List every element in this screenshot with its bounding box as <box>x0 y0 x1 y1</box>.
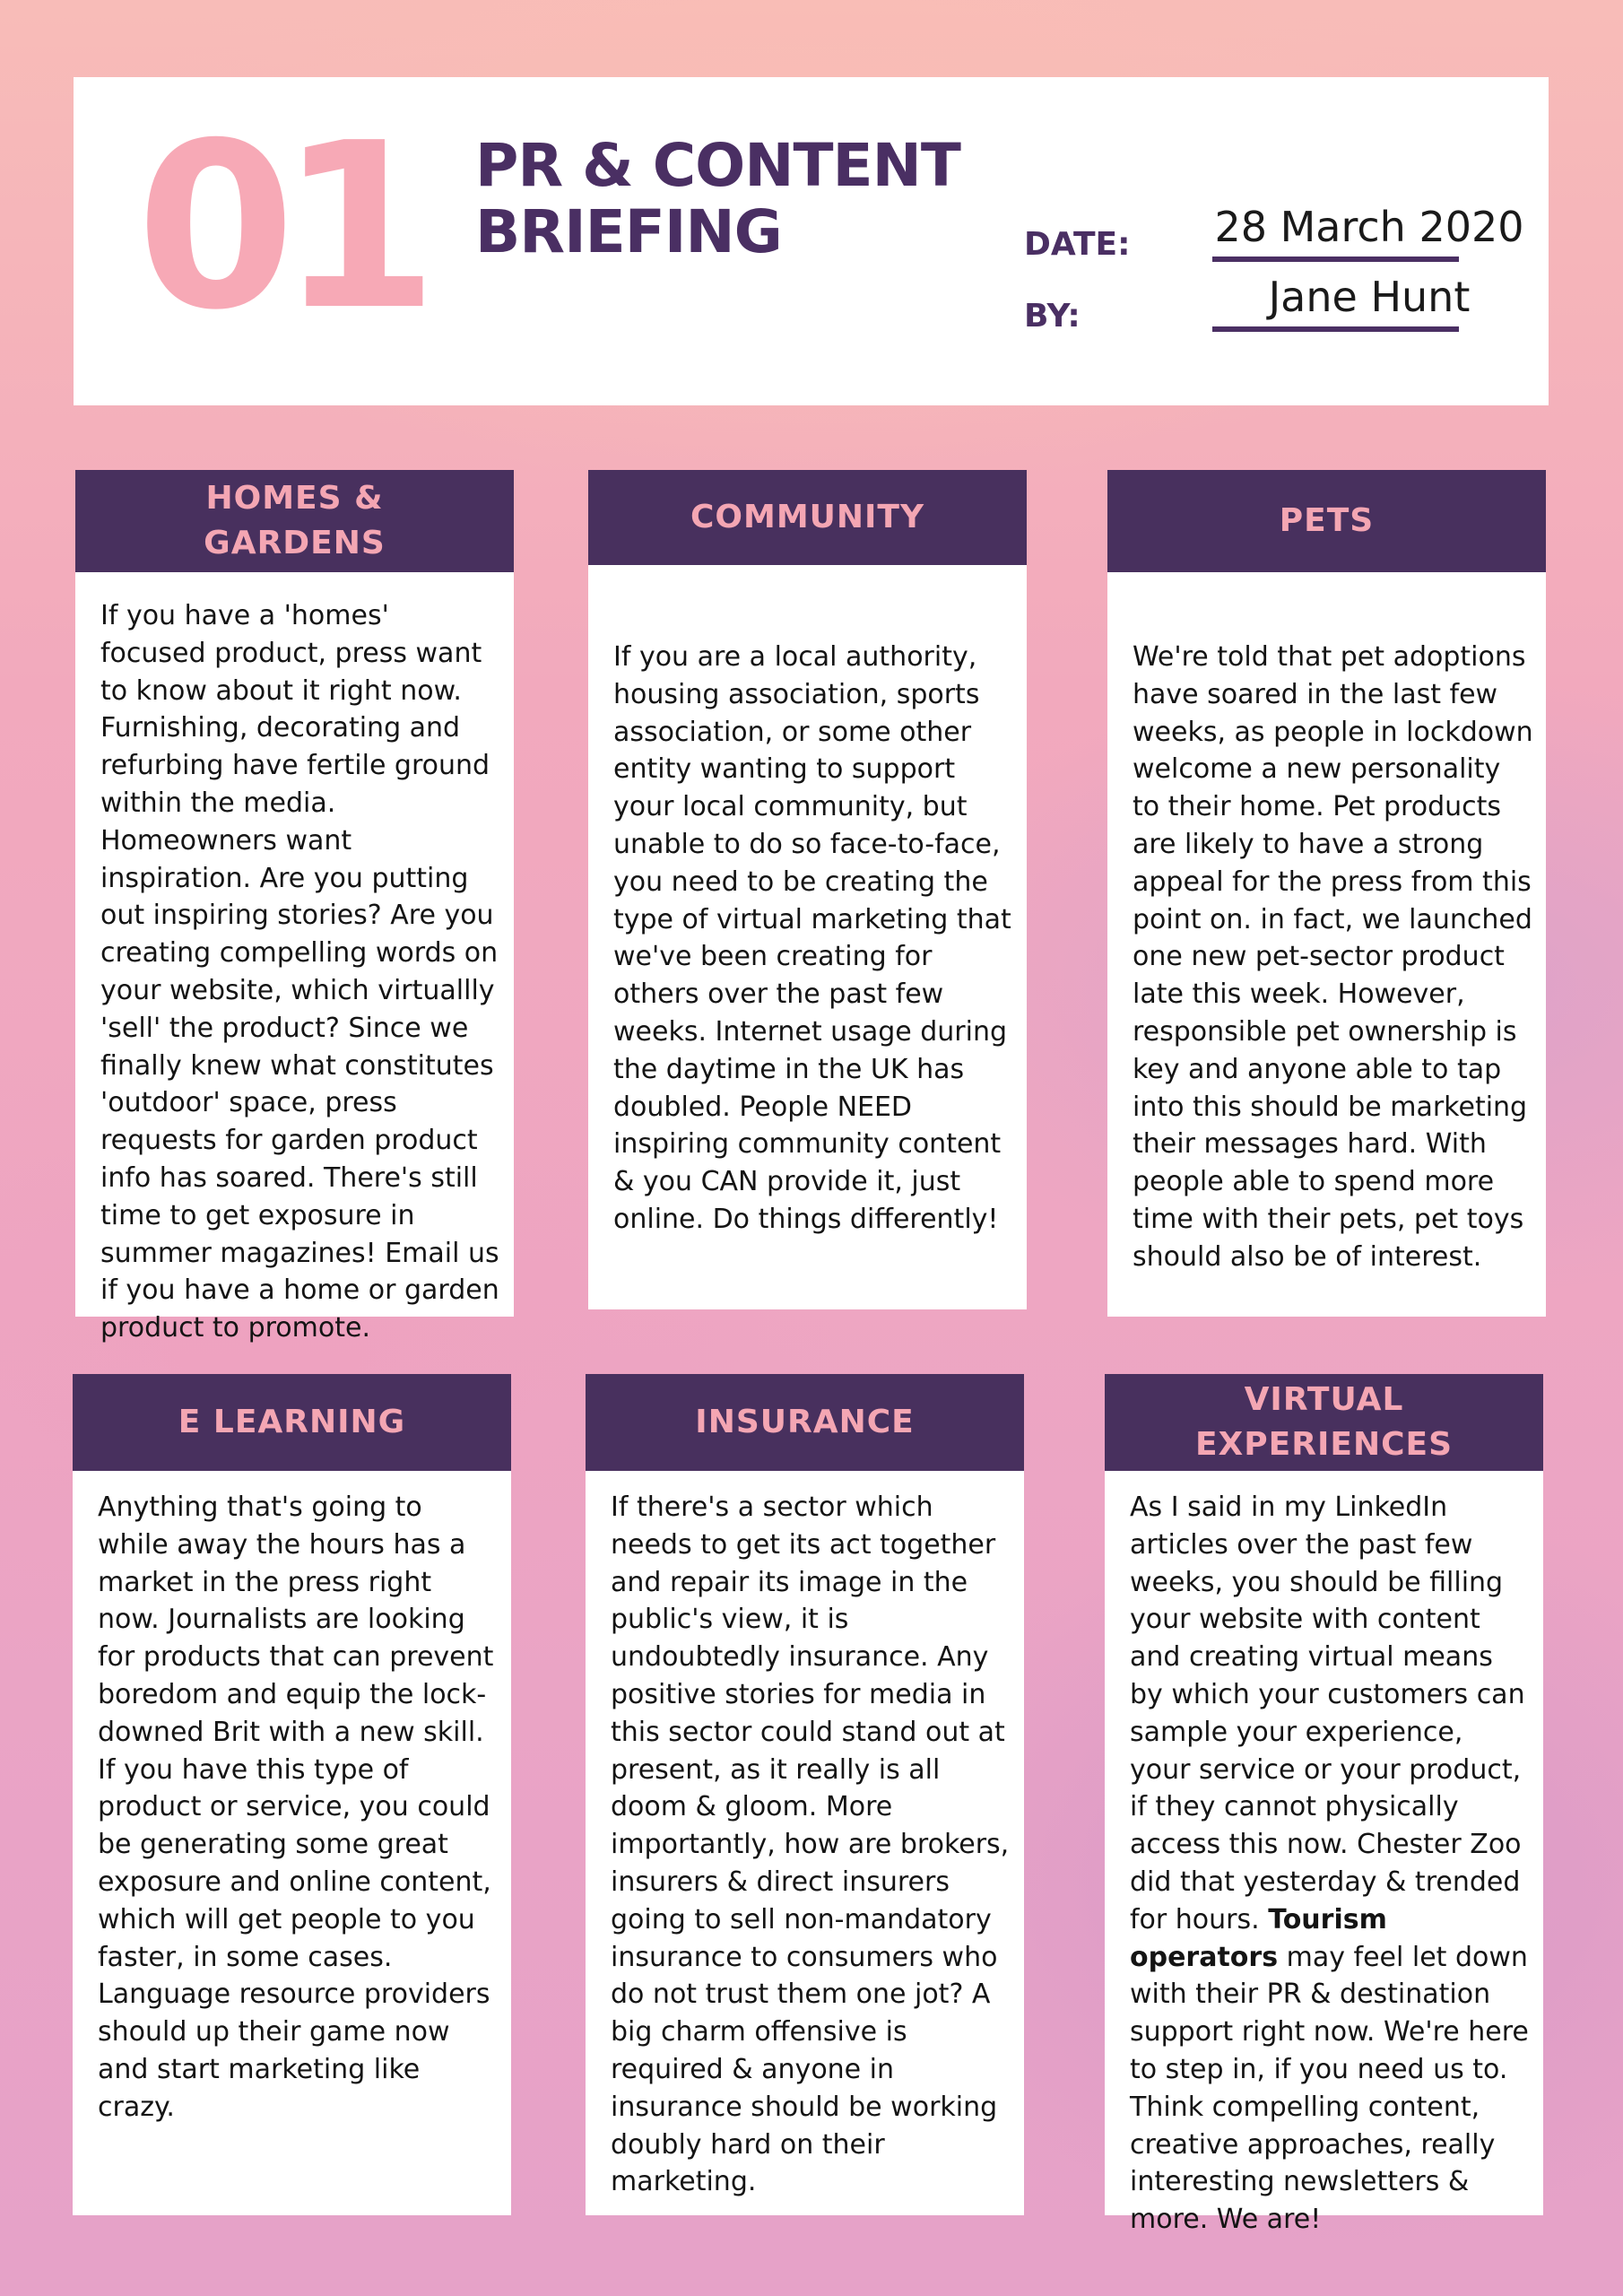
card-header <box>73 1374 511 1471</box>
date-underline <box>1212 257 1459 262</box>
card-pets <box>1107 470 1546 1317</box>
card-title: PETS <box>1279 502 1375 539</box>
card-body: We're told that pet adoptions have soared in the last few weeks, as people in lockdown welcome a new personality to their home. Pet products are likely to have a strong appeal for the press from this point on. in fact, we launched one new pet-sector product late this week. However, responsible pet ownership is key and anyone able to tap into this should be marketing their messages hard. With people able to spend more time with their pets, pet toys should also be of interest. <box>1133 641 1533 1273</box>
card-e-learning <box>73 1374 511 2215</box>
card-body: If there's a sector which needs to get its act together and repair its image in the public's view, it is undoubtedly insurance. Any positive stories for media in this sector could stand out at present, as it really is all doom & gloom. More importantly, how are brokers, insurers & direct insurers going to sell non-mandatory insurance to consumers who do not trust them one jot? A big charm offensive is required & anyone in insurance should be working doubly hard on their marketing. <box>611 1492 1010 2198</box>
card-header <box>586 1374 1024 1471</box>
by-underline <box>1212 326 1459 332</box>
card-title: HOMES & GARDENS <box>204 480 386 561</box>
card-body-text: may feel let down with their PR & destination support right now. We're here to step in, if you need us to. Think compelling content, creative approaches, really interesting newsletters & more. We are! <box>1130 1941 1529 2236</box>
date-label: DATE: <box>1024 226 1131 263</box>
card-insurance <box>586 1374 1024 2215</box>
card-virtual-experiences <box>1105 1374 1543 2236</box>
card-body: Anything that's going to while away the hours has a market in the press right now. Journalists are looking for products that can prevent boredom and equip the lock-downed Brit with a new skill. If you have this type of product or service, you could be generating some great exposure and online content, which will get people to you faster, in some cases. Language resource providers should up their game now and start marketing like crazy. <box>98 1492 494 2123</box>
header-card <box>74 77 1549 405</box>
date-value: 28 March 2020 <box>1214 203 1524 251</box>
issue-number: 01 <box>136 94 422 361</box>
page-title <box>475 133 977 265</box>
card-title: VIRTUAL EXPERIENCES <box>1194 1381 1454 1463</box>
card-header <box>588 470 1027 565</box>
card-header <box>1105 1374 1543 1471</box>
card-header <box>75 470 514 572</box>
card-title: INSURANCE <box>695 1404 915 1440</box>
card-community <box>588 470 1027 1309</box>
title-line-1: PR & CONTENT <box>475 131 960 200</box>
card-title: COMMUNITY <box>690 499 925 535</box>
by-value: Jane Hunt <box>1268 273 1471 321</box>
card-body-text: As I said in my LinkedIn articles over the past few weeks, you should be filling your website with content and creating virtual means by which your customers can sample your experience, your service or your product, if they cannot physically access this now. Chester Zoo did that yesterday & trended for hours. <box>1130 1492 1525 1935</box>
by-label: BY: <box>1024 298 1081 335</box>
card-body: If you are a local authority, housing association, sports association, or some other entity wanting to support your local community, but unable to do so face-to-face, you need to be creating the type of virtual marketing that we've been creating for others over the past few weeks. Internet usage during the daytime in the UK has doubled. People NEED inspiring community content & you CAN provide it, just online. Do things differently! <box>613 641 1011 1235</box>
title-line-2: BRIEFING <box>475 197 782 266</box>
card-body-bold: Tourism operators <box>1130 1903 1387 1973</box>
card-title: E LEARNING <box>178 1404 406 1440</box>
card-header <box>1107 470 1546 572</box>
card-homes-gardens <box>75 470 514 1344</box>
card-body: If you have a 'homes' focused product, press want to know about it right now. Furnishing, decorating and refurbing have fertile ground within the media. Homeowners want inspiration. Are you putting out inspiring stories? Are you creating compelling words on your website, which virtuallly 'sell' the product? Since we finally knew what constitutes 'outdoor' space, press requests for garden product info has soared. There's still time to get exposure in summer magazines! Email us if you have a home or garden product to promote. <box>100 600 499 1344</box>
card-body <box>1130 1489 1531 2239</box>
